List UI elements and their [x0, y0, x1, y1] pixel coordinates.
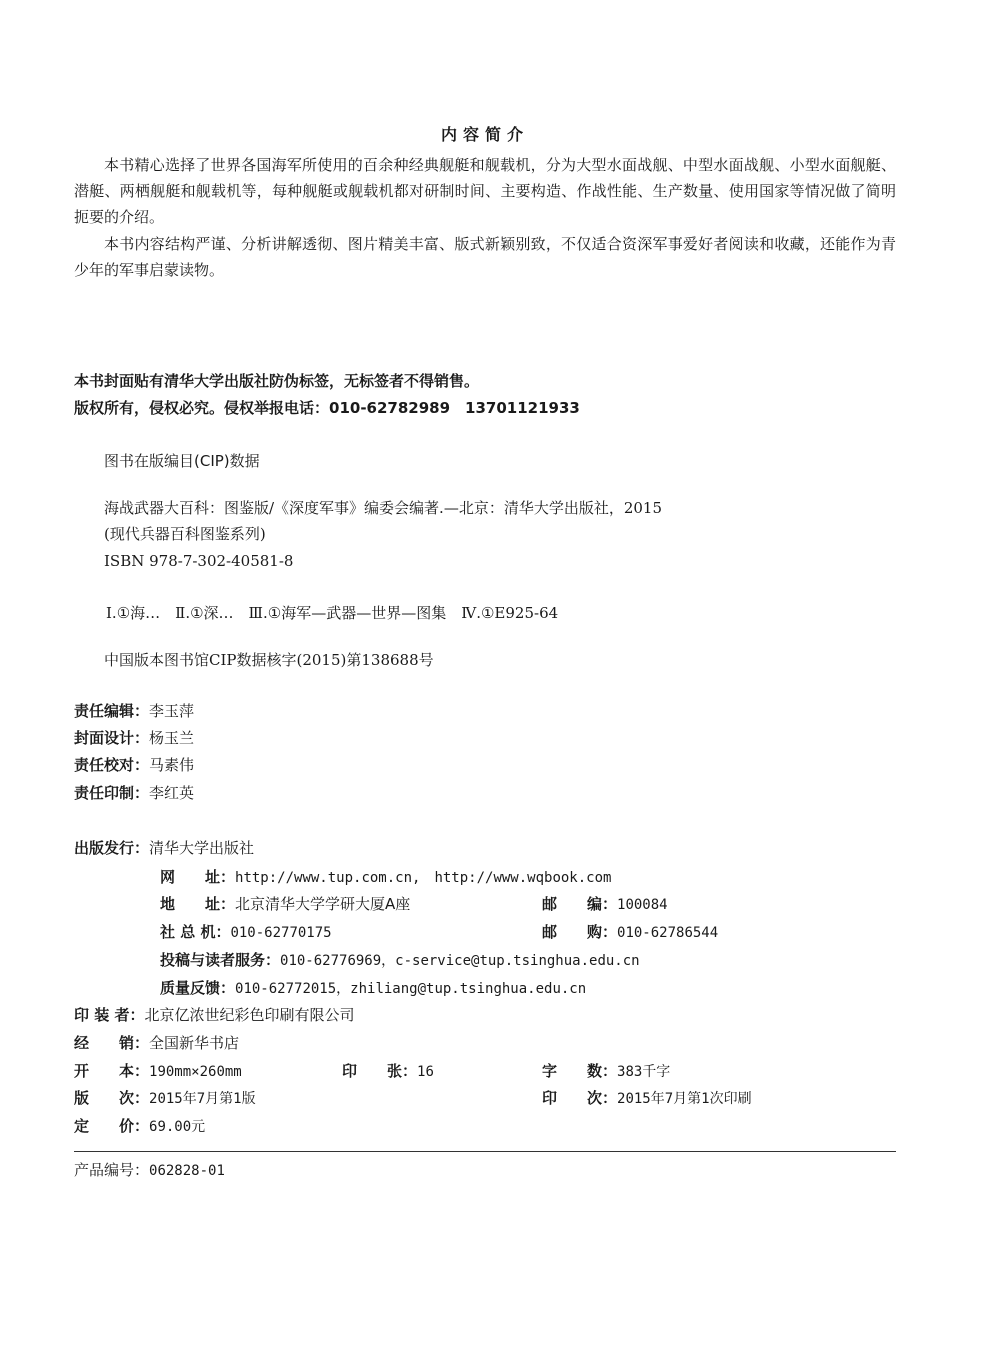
sheets-row: [342, 1064, 434, 1079]
staff-value: 李玉萍: [149, 702, 195, 720]
product-code-value: 062828-01: [149, 1163, 225, 1179]
format-row: [74, 1064, 242, 1079]
cip-heading: 图书在版编目(CIP)数据: [104, 452, 260, 470]
format-value: 190mm×260mm: [149, 1064, 242, 1080]
address-value: 北京清华大学学研大厦A座: [235, 895, 411, 913]
website-label: 网 址：: [160, 868, 236, 886]
publisher-submission: [160, 953, 640, 968]
printer-row: [74, 1008, 354, 1023]
distributor-value: 全国新华书店: [149, 1034, 240, 1052]
cip-isbn: ISBN 978-7-302-40581-8: [104, 552, 294, 570]
staff-value: 杨玉兰: [149, 729, 195, 747]
cip-line-2: (现代兵器百科图鉴系列): [104, 525, 266, 543]
summary-paragraph-1: 本书精心选择了世界各国海军所使用的百余种经典舰艇和舰载机，分为大型水面战舰、中型水面战舰、小型水面舰艇、潜艇、两栖舰艇和舰载机等，每种舰艇或舰载机都对研制时间、主要构造、作战性能、生产数量、使用国家等情况做了简明扼要的介绍。: [74, 156, 896, 226]
quality-value: 010-62772015，zhiliang@tup.tsinghua.edu.cn: [235, 981, 587, 997]
staff-value: 李红英: [149, 784, 195, 802]
summary-heading: 内容简介: [441, 125, 530, 144]
impression-label: 印 次：: [542, 1089, 618, 1107]
distributor-row: [74, 1036, 239, 1051]
printer-value: 北京亿浓世纪彩色印刷有限公司: [144, 1006, 355, 1024]
publisher-mail-order: [542, 925, 718, 940]
cip-line-1: 海战武器大百科：图鉴版/《深度军事》编委会编著.—北京：清华大学出版社，2015: [104, 499, 662, 517]
anti-fake-notice: 本书封面贴有清华大学出版社防伪标签，无标签者不得销售。: [74, 372, 480, 390]
postcode-value: 100084: [617, 897, 668, 913]
impression-row: [542, 1091, 752, 1106]
staff-value: 马素伟: [149, 756, 195, 774]
printer-label: 印 装 者：: [74, 1006, 145, 1024]
staff-print-manager: [74, 786, 194, 801]
summary-paragraph-2: 本书内容结构严谨、分析讲解透彻、图片精美丰富、版式新颖别致，不仅适合资深军事爱好者阅读和收藏，还能作为青少年的军事启蒙读物。: [74, 235, 896, 279]
switchboard-label: 社 总 机：: [160, 923, 231, 941]
price-row: [74, 1119, 205, 1134]
staff-label: 责任校对：: [74, 756, 150, 774]
publisher-switchboard: [160, 925, 332, 940]
postcode-label: 邮 编：: [542, 895, 618, 913]
switchboard-value: 010-62770175: [230, 925, 332, 941]
staff-cover-design: [74, 731, 194, 746]
product-code-row: [74, 1163, 225, 1178]
impression-value: 2015年7月第1次印刷: [617, 1091, 752, 1107]
cip-number: 中国版本图书馆CIP数据核字(2015)第138688号: [104, 651, 434, 669]
staff-label: 责任印制：: [74, 784, 150, 802]
submission-value: 010-62776969，c-service@tup.tsinghua.edu.cn: [280, 953, 640, 969]
mail-order-label: 邮 购：: [542, 923, 618, 941]
cip-classification: Ⅰ.①海… Ⅱ.①深… Ⅲ.①海军—武器—世界—图集 Ⅳ.①E925-64: [106, 604, 559, 622]
distributor-label: 经 销：: [74, 1034, 150, 1052]
divider-line: [74, 1151, 896, 1152]
mail-order-value: 010-62786544: [617, 925, 719, 941]
staff-label: 封面设计：: [74, 729, 150, 747]
price-label: 定 价：: [74, 1117, 150, 1135]
publisher-postcode: [542, 897, 668, 912]
address-label: 地 址：: [160, 895, 236, 913]
staff-proofreader: [74, 758, 194, 773]
submission-label: 投稿与读者服务：: [160, 951, 281, 969]
publisher-value: 清华大学出版社: [149, 839, 255, 857]
word-count-value: 383千字: [617, 1064, 671, 1080]
word-count-row: [542, 1064, 670, 1079]
sheets-value: 16: [417, 1064, 434, 1080]
publisher-website: [160, 870, 611, 885]
staff-editor: [74, 704, 194, 719]
edition-label: 版 次：: [74, 1089, 150, 1107]
word-count-label: 字 数：: [542, 1062, 618, 1080]
quality-label: 质量反馈：: [160, 979, 236, 997]
publisher-label: 出版发行：: [74, 839, 150, 857]
format-label: 开 本：: [74, 1062, 150, 1080]
price-value: 69.00元: [149, 1119, 206, 1135]
website-value: http://www.tup.com.cn, http://www.wqbook.com: [235, 870, 612, 886]
staff-label: 责任编辑：: [74, 702, 150, 720]
edition-value: 2015年7月第1版: [149, 1091, 256, 1107]
product-code-label: 产品编号：: [74, 1161, 150, 1179]
edition-row: [74, 1091, 256, 1106]
publisher-quality-feedback: [160, 981, 586, 996]
copyright-notice: 版权所有，侵权必究。侵权举报电话：010-62782989 13701121933: [74, 399, 580, 417]
sheets-label: 印 张：: [342, 1062, 418, 1080]
publisher-row: [74, 841, 254, 856]
publisher-address: [160, 897, 410, 912]
